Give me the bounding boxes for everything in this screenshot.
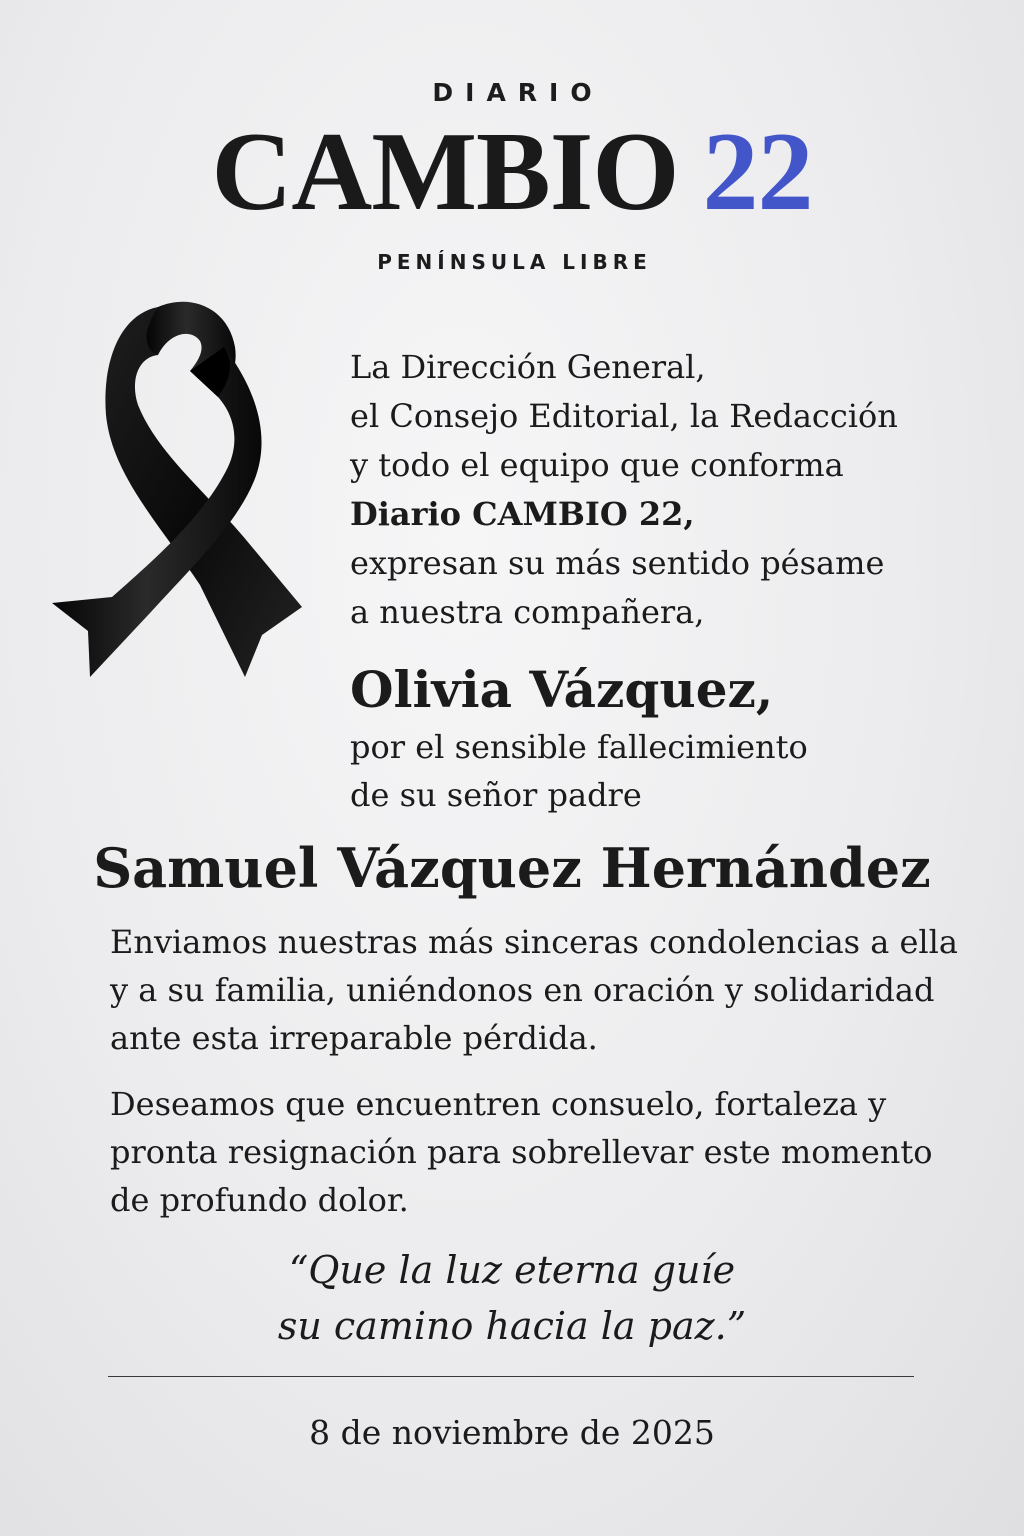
intro-line: el Consejo Editorial, la Redacción (350, 397, 898, 435)
bereavement-text (350, 723, 808, 819)
divider (108, 1376, 914, 1377)
quote-line: “Que la luz eterna guíe (288, 1248, 736, 1292)
masthead-tagline: PENÍNSULA LIBRE (377, 250, 652, 274)
paragraph-line: ante esta irreparable pérdida. (110, 1019, 598, 1057)
masthead-kicker: DIARIO (432, 78, 604, 107)
paragraph-line: y a su familia, uniéndonos en oración y solidaridad (110, 971, 935, 1009)
deceased-name: Samuel Vázquez Hernández (93, 836, 931, 900)
bereavement-line: por el sensible fallecimiento (350, 728, 808, 766)
paragraph-line: Deseamos que encuentren consuelo, fortaleza y (110, 1085, 887, 1123)
intro-line: y todo el equipo que conforma (350, 446, 844, 484)
paragraph-line: pronta resignación para sobrellevar este momento (110, 1133, 933, 1171)
wishes-paragraph (110, 1080, 970, 1224)
condolence-paragraph (110, 918, 970, 1062)
masthead-name: CAMBIO (211, 110, 679, 234)
masthead-number: 22 (702, 110, 813, 234)
newspaper-name-line: Diario CAMBIO 22, (350, 495, 695, 533)
intro-text (350, 343, 990, 637)
intro-line: expresan su más sentido pésame (350, 544, 885, 582)
closing-quote (0, 1242, 1024, 1354)
intro-line: La Dirección General, (350, 348, 706, 386)
bereavement-line: de su señor padre (350, 776, 642, 814)
masthead-logo (0, 108, 1024, 236)
intro-line: a nuestra compañera, (350, 593, 705, 631)
paragraph-line: de profundo dolor. (110, 1181, 409, 1219)
quote-line: su camino hacia la paz.” (277, 1304, 747, 1348)
colleague-name: Olivia Vázquez, (350, 660, 774, 719)
paragraph-line: Enviamos nuestras más sinceras condolencias a ella (110, 923, 958, 961)
black-mourning-ribbon-icon (40, 285, 315, 695)
publication-date: 8 de noviembre de 2025 (309, 1413, 715, 1452)
